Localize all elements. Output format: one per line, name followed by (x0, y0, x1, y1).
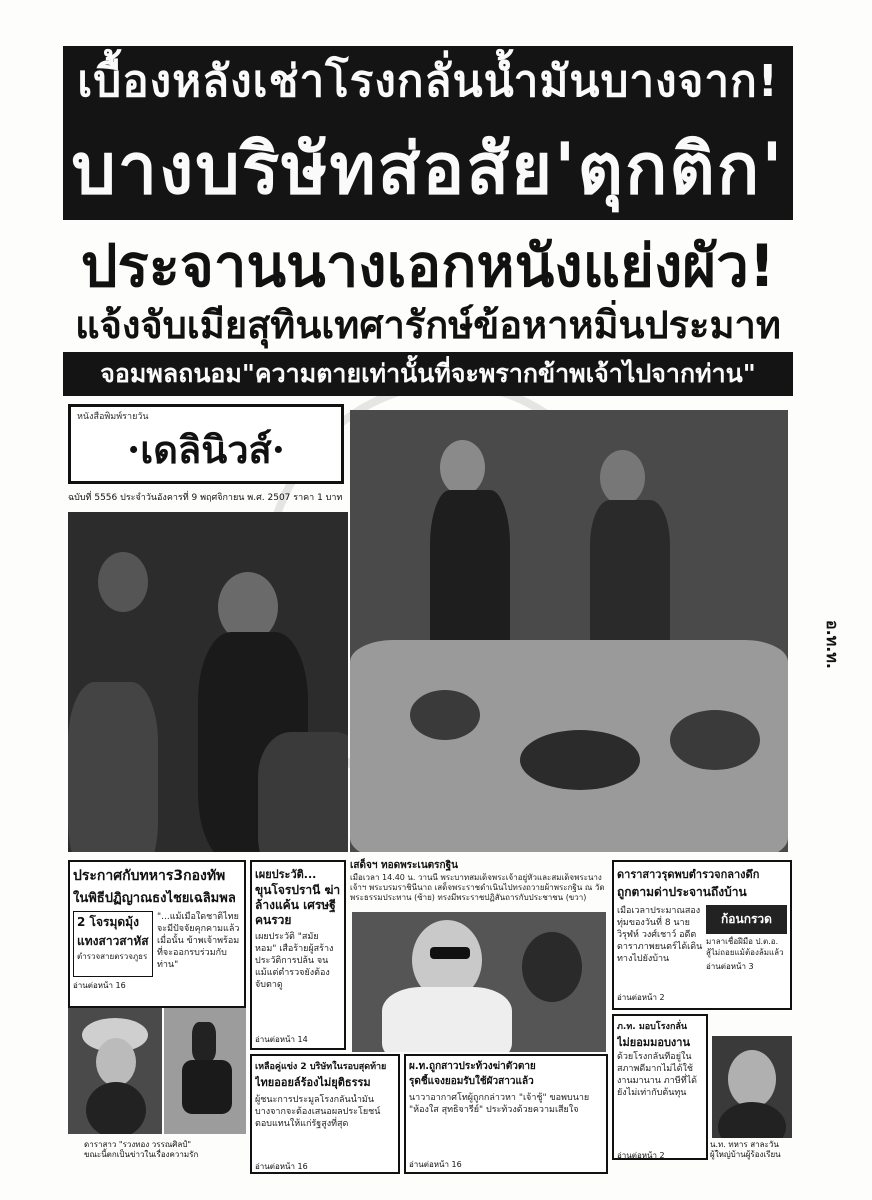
continue-link[interactable]: อ่านต่อหน้า 16 (73, 981, 126, 990)
story-subtitle: 2 โจรมุดมุ้ง (77, 915, 139, 929)
continue-link[interactable]: อ่านต่อหน้า 2 (617, 993, 665, 1002)
photo-royal-visit (350, 410, 788, 852)
headline-refinery-lease: เบื้องหลังเช่าโรงกลั่นน้ำมันบางจาก! (63, 46, 793, 116)
caption-text: ดาราสาว "รวงทอง วรรณศิลป์" (84, 1140, 192, 1149)
story-oil-bid (250, 1054, 400, 1174)
masthead (68, 404, 344, 484)
caption-actress (84, 1140, 248, 1168)
story-body: ด้วยโรงกลั่นที่อยู่ในสภาพดีมากไม่ได้ใช้งานมานาน ภาษีที่ได้ยังไม่เท่ากับต้นทุน (617, 1052, 698, 1098)
masthead-title: ·เดลินิวส์· (127, 427, 285, 472)
continue-link[interactable]: อ่านต่อหน้า 16 (255, 1162, 308, 1171)
caption-portrait (710, 1140, 800, 1168)
quote-banner-thanom: จอมพลถนอม"ความตายเท่านั้นที่จะพรากข้าพเจ้าไปจากท่าน" (63, 352, 793, 396)
story-royal-caption (350, 858, 608, 908)
photo-actress (68, 1008, 162, 1134)
story-body: นาวาอากาศโทผู้ถูกกล่าวหา "เจ้าชู้" ขอพบนาย "ห้องใส สุทธิจารีย์" ประท้วงด้วยความเสียใจ (409, 1093, 590, 1115)
story-actress-police (612, 860, 792, 1010)
story-army-pledge (68, 860, 246, 1008)
story-body: เมื่อเวลาประมาณสองทุ่มของวันที่ 8 นายวิรุฬห์ วงศ์เชาว์ อดีตดาราภาพยนตร์ได้เดินทางไปยังบ้าน (617, 906, 703, 964)
story-title: ไทยออยล์ร้องไม่ยุติธรรม (255, 1076, 371, 1089)
story-title: ดาราสาวรุดพบตำรวจกลางดึก (617, 868, 760, 881)
story-subtitle: ขุนโจรปรานี ฆ่าล้างแค้น เศรษฐีคนรวย (255, 883, 341, 927)
story-bandit-history (250, 860, 346, 1050)
story-body: ผู้ชนะการประมูลโรงกลั่นน้ำมันบางจากจะต้องเสนอผลประโยชน์ตอบแทนให้แก่รัฐสูงที่สุด (255, 1095, 381, 1129)
story-title: เผยประวัติ... (255, 868, 317, 881)
story-title: รุดชี้แจงยอมรับใช้ผัวสาวแล้ว (409, 1076, 534, 1087)
photo-officers (68, 512, 348, 852)
story-title: ภ.ท. มอบโรงกลั่น (617, 1022, 688, 1032)
continue-link[interactable]: อ่านต่อหน้า 2 (617, 1151, 665, 1160)
subheadline-defamation: แจ้งจับเมียสุทินเทศารักษ์ข้อหาหมิ่นประมาท (75, 303, 781, 347)
story-title: เสด็จฯ ทอดพระเนตรกฐิน (350, 860, 458, 871)
story-title: ผ.ท.ถูกสาวประท้วงฆ่าตัวตาย (409, 1061, 536, 1072)
story-title: ถูกตามด่าประจานถึงบ้าน (617, 885, 747, 899)
story-byline: ตำรวจสายตรวจภูธร (77, 952, 148, 961)
story-title: ในพิธีปฏิญาณธงไชยเฉลิมพล (73, 891, 236, 906)
story-tax-refinery (612, 1014, 708, 1160)
story-body: เมื่อเวลา 14.40 น. วานนี้ พระบาทสมเด็จพระเจ้าอยู่หัวและสมเด็จพระนางเจ้าฯ พระบรมราชินีนาถ เสด็จพระราชดำเนินไปทรงถวายผ้าพระกฐิน ณ วัดพระธรรมประทาน (ซ้าย) ทรงมีพระราชปฏิสันถารกับประชาชน (ขวา) (350, 873, 605, 902)
continue-link[interactable]: อ่านต่อหน้า 16 (409, 1160, 462, 1169)
headline-suspicious-company: บางบริษัทส่อสัย'ตุกติก' (63, 116, 793, 220)
caption-text: น.ท. ทหาร สาละวัน (710, 1140, 779, 1149)
headline-actress-scandal: ประจานนางเอกหนังแย่งผัว! (80, 232, 776, 300)
continue-link[interactable]: อ่านต่อหน้า 3 (706, 962, 754, 971)
masthead-tagline: หนังสือพิมพ์รายวัน (77, 412, 149, 422)
side-mark: อ.ท.ท. (823, 620, 842, 669)
story-officer-suicide (404, 1054, 608, 1174)
photo-horse-rider (164, 1008, 246, 1134)
story-title: ประกาศกับทหาร3กองทัพ (73, 868, 226, 884)
story-body: เผยประวัติ "สมัย หอม" เสือร้ายผู้สร้างประวัติการปล้น จนแม้แต่ตำรวจยังต้องจับตาดู (255, 932, 334, 990)
caption-subtext: ขณะนี้ตกเป็นข่าวในเรื่องความรัก (84, 1150, 199, 1159)
caption-subtext: ผู้ใหญ่บ้านผู้ร้องเรียน (710, 1150, 781, 1159)
story-title: เหลือคู่แข่ง 2 บริษัทในรอบสุดท้าย (255, 1062, 387, 1072)
column-title: ก้อนกรวด (706, 905, 787, 934)
continue-link[interactable]: อ่านต่อหน้า 14 (255, 1035, 308, 1044)
story-title: ไม่ยอมมอบงาน (617, 1036, 690, 1049)
photo-man-sunglasses (352, 912, 606, 1052)
story-body: "...แม้เมื่อใดชาติไทยจะมีปัจจัยคุกคามแล้ว เมื่อนั้น ข้าพเจ้าพร้อมที่จะออกรบร่วมกับท่าน" (157, 912, 240, 970)
story-subtitle: แทงสาวสาหัส (77, 934, 149, 948)
column-item: สู้ไม่ถอยแม้ต้องล้มแล้ว (706, 948, 784, 957)
issue-dateline: ฉบับที่ 5556 ประจำวันอังคารที่ 9 พฤศจิกายน พ.ศ. 2507 ราคา 1 บาท (68, 493, 343, 503)
photo-portrait (712, 1036, 792, 1138)
column-item: มาลาเชื่อฝีมือ ป.ต.อ. (706, 937, 779, 946)
